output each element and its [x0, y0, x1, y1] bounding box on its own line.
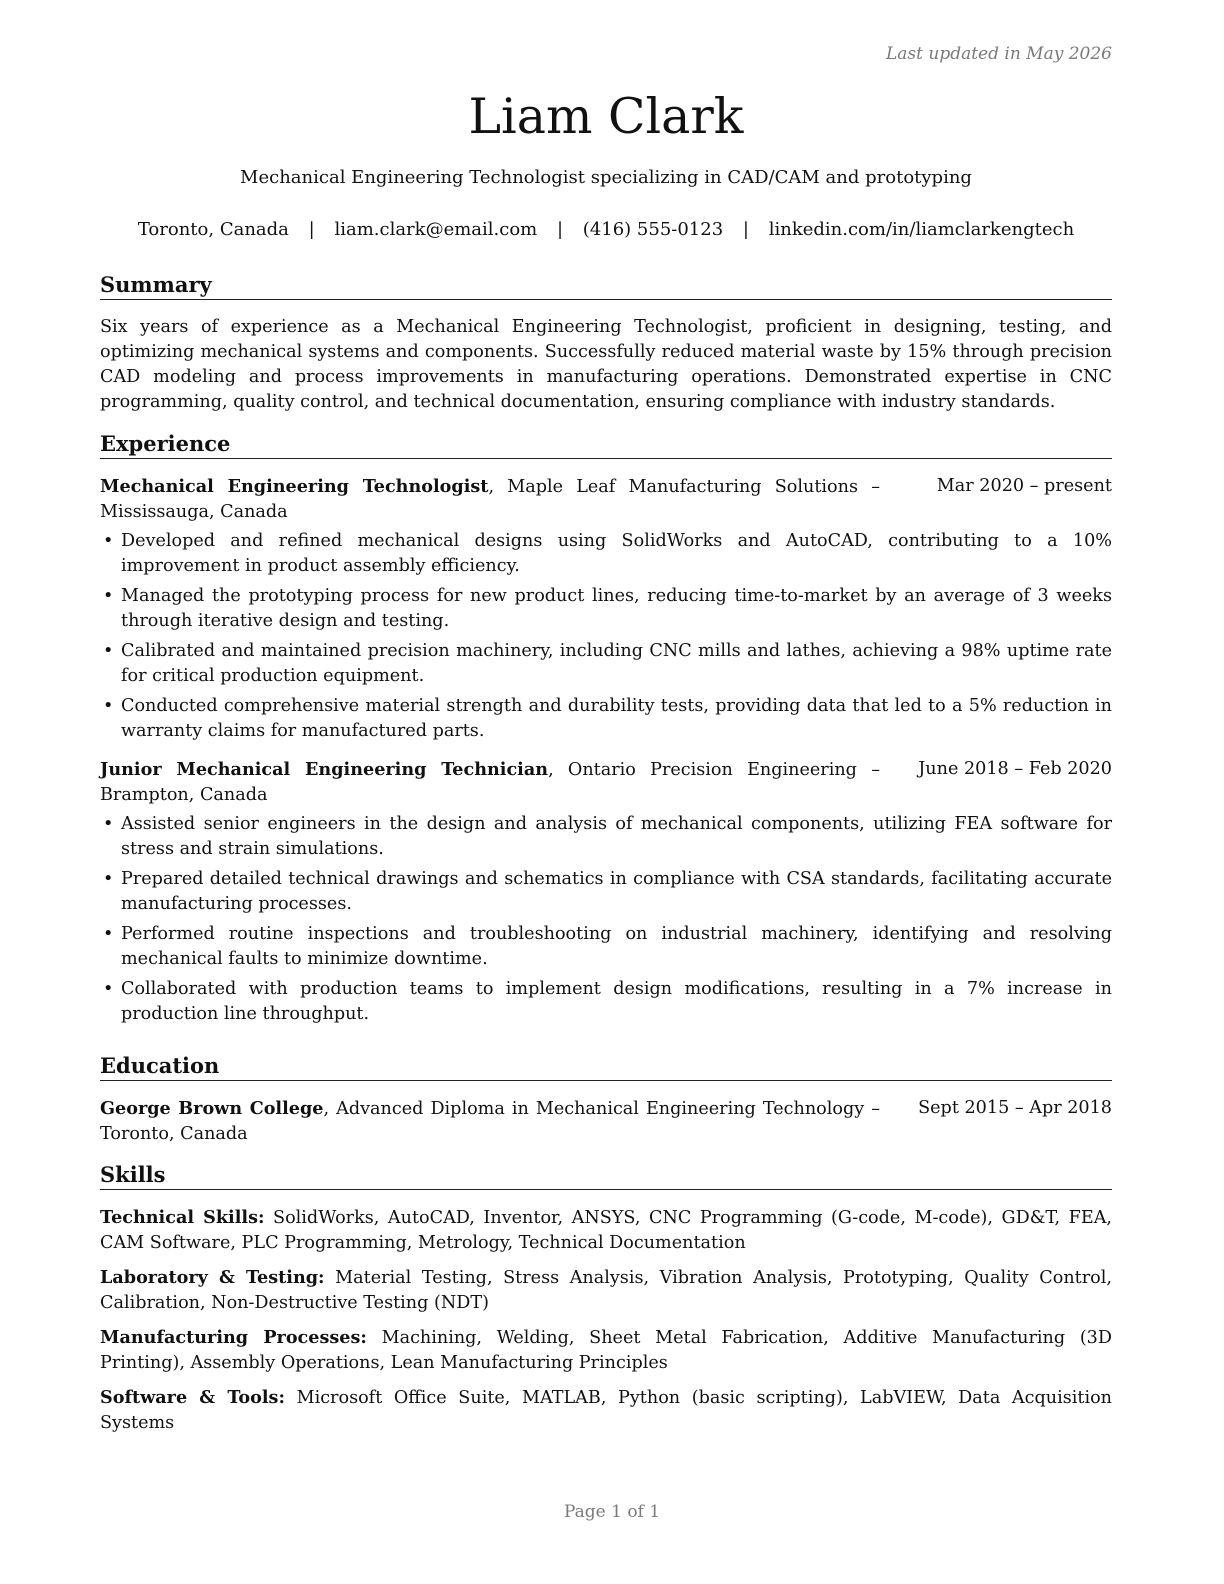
job-dates: Mar 2020 – present [936, 476, 1112, 496]
job-bullet-text: Managed the prototyping process for new product lines, reducing time-to-market by an average of 3 weeks through iterative design and testing. [121, 586, 1112, 631]
job-bullet [100, 584, 1112, 634]
resume-page [100, 0, 1112, 1584]
job-bullet [100, 694, 1112, 744]
job-entry [100, 474, 1112, 744]
skills-section [100, 1161, 1112, 1445]
contact-separator: | [556, 219, 564, 240]
job-bullet-text: Performed routine inspections and troubleshooting on industrial machinery, identifying and resolving mechanical faults to minimize downtime. [121, 924, 1112, 969]
job-company: , Ontario Precision Engineering – Brampton, Canada [100, 760, 880, 805]
job-role: Junior Mechanical Engineering Technician [100, 759, 549, 780]
job-dates: June 2018 – Feb 2020 [918, 759, 1112, 779]
job-bullet [100, 867, 1112, 917]
job-bullets [100, 812, 1112, 1027]
job-bullet-text: Developed and refined mechanical designs using SolidWorks and AutoCAD, contributing to a 10% improvement in product assembly efficiency. [121, 531, 1112, 576]
education-entry [100, 1096, 1112, 1147]
education-program: , Advanced Diploma in Mechanical Engineering Technology – Toronto, Canada [100, 1099, 881, 1144]
skill-group-items: SolidWorks, AutoCAD, Inventor, ANSYS, CNC Programming (G-code, M-code), GD&T, FEA, CAM Software, PLC Programming, Metrology, Technical Documentation [100, 1208, 1113, 1253]
last-updated-note: Last updated in May 2026 [885, 44, 1112, 64]
bullet-icon: • [103, 814, 114, 834]
job-bullet [100, 977, 1112, 1027]
skill-group-label: Software & Tools: [100, 1387, 285, 1408]
summary-text: Six years of experience as a Mechanical Engineering Technologist, proficient in designing, testing, and optimizing mechanical systems and components. Successfully reduced material waste by 15% through precision CAD modeling and process improvements in manufacturing operations. Demonstrated expertise in CNC programming, quality control, and technical documentation, ensuring compliance with industry standards. [100, 317, 1112, 412]
candidate-headline: Mechanical Engineering Technologist specializing in CAD/CAM and prototyping [240, 167, 972, 188]
job-header [100, 474, 1112, 525]
job-bullet [100, 639, 1112, 689]
job-bullet [100, 812, 1112, 862]
job-header [100, 757, 1112, 808]
skill-group [100, 1205, 1112, 1256]
job-bullet [100, 529, 1112, 579]
skill-group [100, 1265, 1112, 1316]
contact-email[interactable]: liam.clark@email.com [334, 219, 538, 240]
job-bullet-text: Prepared detailed technical drawings and schematics in compliance with CSA standards, facilitating accurate manufacturing processes. [121, 869, 1112, 914]
page-number: Page 1 of 1 [563, 1502, 661, 1522]
bullet-icon: • [103, 979, 114, 999]
job-company: , Maple Leaf Manufacturing Solutions – Mississauga, Canada [100, 477, 880, 522]
summary-section [100, 271, 1112, 415]
job-role: Mechanical Engineering Technologist [100, 476, 489, 497]
skills-list [100, 1205, 1112, 1436]
job-bullet-text: Conducted comprehensive material strength and durability tests, providing data that led to a 5% reduction in warranty claims for manufactured parts. [121, 696, 1112, 741]
bullet-icon: • [103, 696, 114, 716]
contact-location: Toronto, Canada [137, 219, 289, 240]
education-school: George Brown College [100, 1098, 324, 1119]
skill-group-items: Material Testing, Stress Analysis, Vibration Analysis, Prototyping, Quality Control, Calibration, Non-Destructive Testing (NDT) [100, 1268, 1112, 1313]
job-bullet-text: Collaborated with production teams to implement design modifications, resulting in a 7% increase in production line throughput. [121, 979, 1112, 1024]
job-entry [100, 757, 1112, 1027]
contact-separator: | [308, 219, 315, 240]
skill-group [100, 1325, 1112, 1376]
bullet-icon: • [103, 924, 114, 944]
skill-group [100, 1385, 1112, 1436]
job-bullet-text: Calibrated and maintained precision machinery, including CNC mills and lathes, achieving a 98% uptime rate for critical production equipment. [121, 641, 1112, 686]
skill-group-items: Machining, Welding, Sheet Metal Fabrication, Additive Manufacturing (3D Printing), Assembly Operations, Lean Manufacturing Principles [100, 1328, 1112, 1373]
job-bullet-text: Assisted senior engineers in the design and analysis of mechanical components, utilizing FEA software for stress and strain simulations. [121, 814, 1112, 859]
contact-phone[interactable]: (416) 555-0123 [582, 219, 724, 240]
section-title-summary: Summary [100, 271, 1112, 300]
skill-group-label: Technical Skills: [100, 1207, 265, 1228]
bullet-icon: • [103, 641, 114, 661]
section-title-education: Education [100, 1052, 1112, 1081]
job-bullets [100, 529, 1112, 744]
candidate-name: Liam Clark [468, 88, 744, 145]
skill-group-items: Microsoft Office Suite, MATLAB, Python (basic scripting), LabVIEW, Data Acquisition Systems [100, 1388, 1112, 1433]
section-title-skills: Skills [100, 1161, 1112, 1190]
job-title-line [100, 757, 880, 808]
experience-section [100, 430, 1112, 1032]
bullet-icon: • [103, 531, 114, 551]
section-title-experience: Experience [100, 430, 1112, 459]
contact-separator: | [742, 219, 749, 240]
bullet-icon: • [103, 869, 114, 889]
bullet-icon: • [103, 586, 114, 606]
education-section [100, 1052, 1112, 1147]
job-title-line [100, 474, 880, 525]
contact-linkedin[interactable]: linkedin.com/in/liamclarkengtech [768, 219, 1075, 240]
education-dates: Sept 2015 – Apr 2018 [918, 1098, 1112, 1118]
job-bullet [100, 922, 1112, 972]
education-title-line [100, 1096, 880, 1147]
skill-group-label: Laboratory & Testing: [100, 1267, 325, 1288]
contact-line [100, 219, 1112, 240]
skill-group-label: Manufacturing Processes: [100, 1327, 367, 1348]
